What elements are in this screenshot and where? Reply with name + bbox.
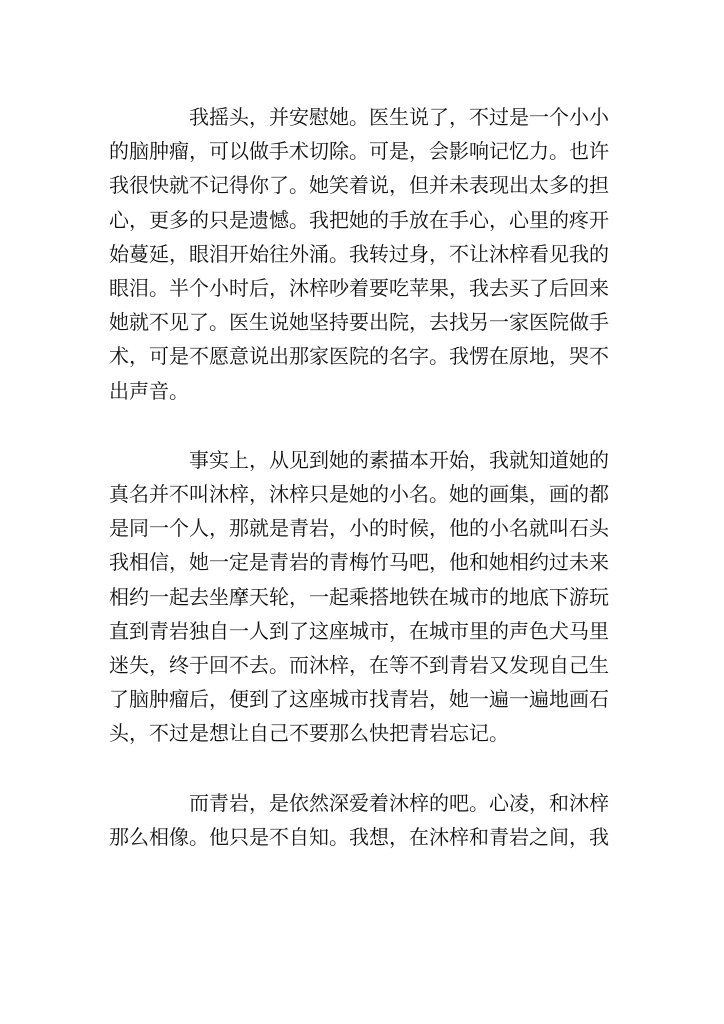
text-line: 迷失，终于回不去。而沐梓，在等不到青岩又发现自己生 (109, 653, 609, 678)
text-line: 而青岩，是依然深爱着沐梓的吧。心凌，和沐梓 (189, 790, 609, 815)
text-line: 是同一个人，那就是青岩，小的时候，他的小名就叫石头 (109, 516, 609, 541)
text-line: 出声音。 (109, 378, 189, 403)
text-line: 她就不见了。医生说她坚持要出院，去找另一家医院做手 (109, 310, 609, 335)
text-line: 的脑肿瘤，可以做手术切除。可是，会影响记忆力。也许 (109, 139, 609, 164)
paragraph-3 (109, 786, 615, 854)
text-line: 相约一起去坐摩天轮，一起乘搭地铁在城市的地底下游玩 (109, 584, 609, 609)
text-line: 真名并不叫沐梓，沐梓只是她的小名。她的画集，画的都 (109, 482, 609, 507)
text-line: 我相信，她一定是青岩的青梅竹马吧，他和她相约过未来 (109, 550, 609, 575)
text-line: 直到青岩独自一人到了这座城市，在城市里的声色犬马里 (109, 618, 609, 643)
paragraph-1 (109, 100, 615, 408)
text-line: 事实上，从见到她的素描本开始，我就知道她的 (189, 447, 609, 472)
text-line: 我很快就不记得你了。她笑着说，但并未表现出太多的担 (109, 173, 609, 198)
text-line: 始蔓延，眼泪开始往外涌。我转过身，不让沐梓看见我的 (109, 241, 609, 266)
text-line: 头，不过是想让自己不要那么快把青岩忘记。 (109, 721, 509, 746)
text-line: 术，可是不愿意说出那家医院的名字。我愣在原地，哭不 (109, 344, 609, 369)
text-line: 心，更多的只是遗憾。我把她的手放在手心，心里的疼开 (109, 207, 609, 232)
text-line: 那么相像。他只是不自知。我想，在沐梓和青岩之间，我 (109, 824, 609, 849)
paragraph-2 (109, 443, 615, 751)
text-line: 眼泪。半个小时后，沐梓吵着要吃苹果，我去买了后回来 (109, 276, 609, 301)
text-line: 我摇头，并安慰她。医生说了，不过是一个小小 (189, 105, 609, 129)
text-line: 了脑肿瘤后，便到了这座城市找青岩，她一遍一遍地画石 (109, 687, 609, 712)
text-column (109, 100, 615, 854)
